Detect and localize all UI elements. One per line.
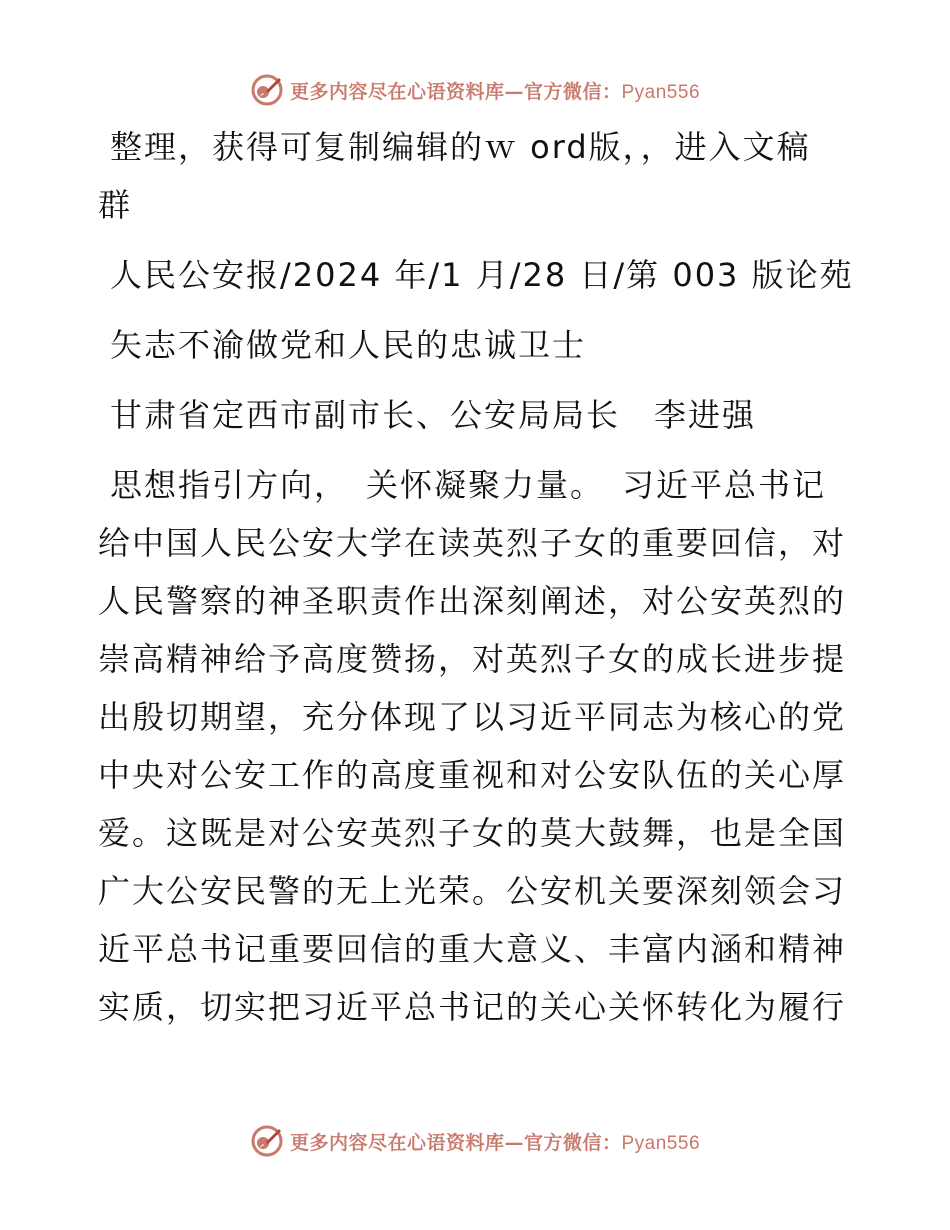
watermark-text: 更多内容尽在心语资料库—官方微信：Pyan556 [289,1131,701,1154]
document-body [98,118,858,1036]
body-line: 出殷切期望，充分体现了以习近平同志为核心的党 [98,698,847,736]
body-line: 实质，切实把习近平总书记的关心关怀转化为履行 [98,988,847,1026]
footer-watermark [0,1121,950,1161]
pen-logo-icon [250,1124,284,1158]
body-line: 思想指引方向， 关怀凝聚力量。 习近平总书记 [110,466,827,504]
body-line: 爱。这既是对公安英烈子女的莫大鼓舞，也是全国 [98,814,847,852]
article-author: 甘肃省定西市副市长、公安局局长 李进强 [110,396,757,434]
body-line: 近平总书记重要回信的重大意义、丰富内涵和精神 [98,930,847,968]
intro-line-1: 整理，获得可复制编辑的ｗ ord版，，进入文稿 [110,128,811,166]
intro-line-2: 群 [98,186,133,224]
source-line: 人民公安报/2024 年/1 月/28 日/第 003 版论苑 [110,256,854,294]
article-title: 矢志不渝做党和人民的忠诚卫士 [110,326,587,364]
body-line: 中央对公安工作的高度重视和对公安队伍的关心厚 [98,756,847,794]
watermark-text: 更多内容尽在心语资料库—官方微信：Pyan556 [289,80,701,103]
pen-logo-icon [250,73,284,107]
body-line: 人民警察的神圣职责作出深刻阐述，对公安英烈的 [98,582,847,620]
body-line: 崇高精神给予高度赞扬，对英烈子女的成长进步提 [98,640,847,678]
body-line: 广大公安民警的无上光荣。公安机关要深刻领会习 [98,872,847,910]
body-line: 给中国人民公安大学在读英烈子女的重要回信，对 [98,524,847,562]
header-watermark [0,70,950,110]
